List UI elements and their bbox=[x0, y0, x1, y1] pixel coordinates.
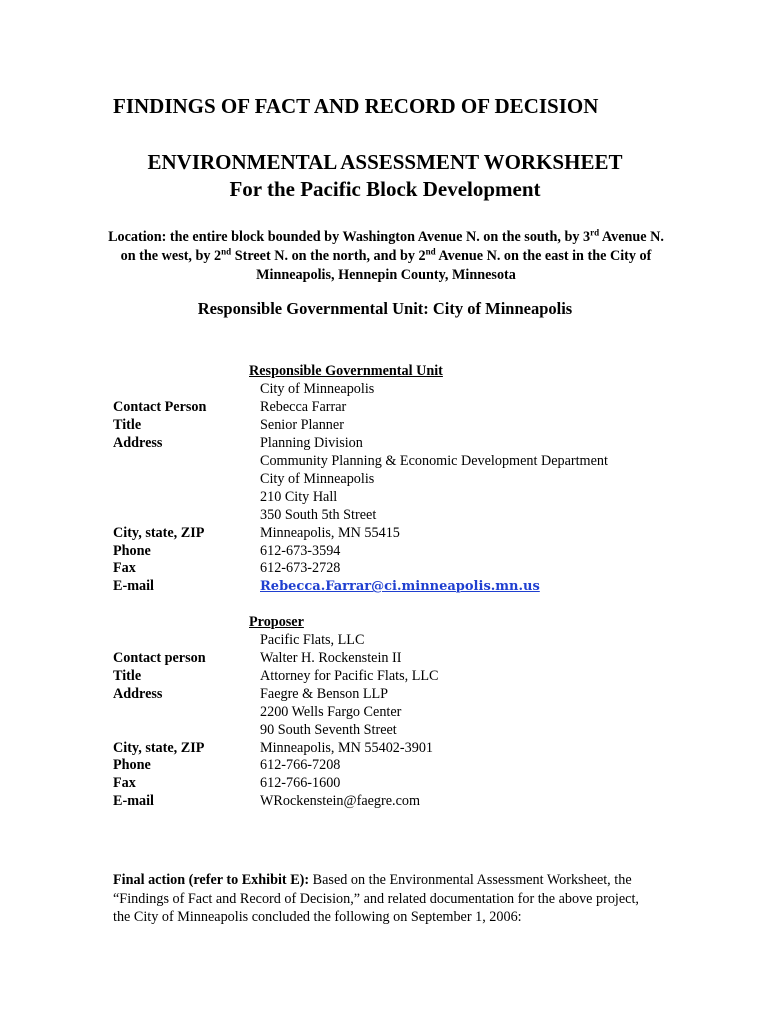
rgu-address-label: Address bbox=[113, 435, 163, 451]
rgu-email-link[interactable]: Rebecca.Farrar@ci.minneapolis.mn.us bbox=[260, 579, 540, 594]
proposer-contact-label: Contact person bbox=[113, 650, 206, 666]
proposer-email: WRockenstein@faegre.com bbox=[260, 793, 420, 809]
rgu-fax: 612-673-2728 bbox=[260, 560, 341, 576]
rgu-csz: Minneapolis, MN 55415 bbox=[260, 525, 400, 541]
rgu-heading: Responsible Governmental Unit: City of Minneapolis bbox=[197, 299, 573, 318]
rgu-section-title: Responsible Governmental Unit bbox=[249, 363, 443, 379]
rgu-contact: Rebecca Farrar bbox=[260, 399, 347, 415]
document-title: FINDINGS OF FACT AND RECORD OF DECISION bbox=[113, 94, 599, 118]
proposer-csz: Minneapolis, MN 55402-3901 bbox=[260, 740, 434, 756]
rgu-org: City of Minneapolis bbox=[260, 381, 375, 397]
rgu-title: Senior Planner bbox=[260, 417, 344, 433]
proposer-phone: 612-766-7208 bbox=[260, 757, 341, 773]
rgu-email-label: E-mail bbox=[113, 578, 154, 594]
proposer-fax: 612-766-1600 bbox=[260, 775, 341, 791]
proposer-csz-label: City, state, ZIP bbox=[113, 740, 205, 756]
proposer-fax-label: Fax bbox=[113, 775, 136, 791]
proposer-address-line: Faegre & Benson LLP bbox=[260, 686, 389, 702]
rgu-address-line: 210 City Hall bbox=[260, 489, 338, 505]
rgu-phone-label: Phone bbox=[113, 543, 151, 559]
final-action-paragraph bbox=[113, 871, 658, 927]
proposer-phone-label: Phone bbox=[113, 757, 151, 773]
proposer-title: Attorney for Pacific Flats, LLC bbox=[260, 668, 439, 684]
proposer-contact: Walter H. Rockenstein II bbox=[260, 650, 402, 666]
rgu-title-label: Title bbox=[113, 417, 142, 433]
rgu-address-line: Community Planning & Economic Development Department bbox=[260, 453, 608, 469]
proposer-address-line: 90 South Seventh Street bbox=[260, 722, 397, 738]
proposer-section-title: Proposer bbox=[249, 614, 304, 630]
proposer-address-line: 2200 Wells Fargo Center bbox=[260, 704, 402, 720]
final-action-label: Final action (refer to Exhibit E): bbox=[113, 872, 310, 888]
rgu-fax-label: Fax bbox=[113, 560, 136, 576]
proposer-org: Pacific Flats, LLC bbox=[260, 632, 365, 648]
rgu-address-line: 350 South 5th Street bbox=[260, 507, 377, 523]
location-description: Location: the entire block bounded by Washington Avenue N. on the south, by 3rd Avenue N. on the west, by 2nd Street N. on the north, and by 2nd Avenue N. on the east in the City of Minneapolis, Hennepin County, Minnesota bbox=[108, 227, 664, 283]
final-action-text: Based on the Environmental Assessment Worksheet, the “Findings of Fact and Record of Decision,” and related documentation for the above project, the City of Minneapolis concluded the following on September 1, 2006: bbox=[113, 872, 639, 925]
project-name: For the Pacific Block Development bbox=[229, 177, 541, 201]
rgu-csz-label: City, state, ZIP bbox=[113, 525, 205, 541]
proposer-title-label: Title bbox=[113, 668, 142, 684]
rgu-address-line: City of Minneapolis bbox=[260, 471, 375, 487]
document-subtitle: ENVIRONMENTAL ASSESSMENT WORKSHEET bbox=[147, 150, 623, 174]
rgu-address-line: Planning Division bbox=[260, 435, 363, 451]
proposer-email-label: E-mail bbox=[113, 793, 154, 809]
rgu-contact-label: Contact Person bbox=[113, 399, 207, 415]
rgu-phone: 612-673-3594 bbox=[260, 543, 341, 559]
proposer-address-label: Address bbox=[113, 686, 163, 702]
